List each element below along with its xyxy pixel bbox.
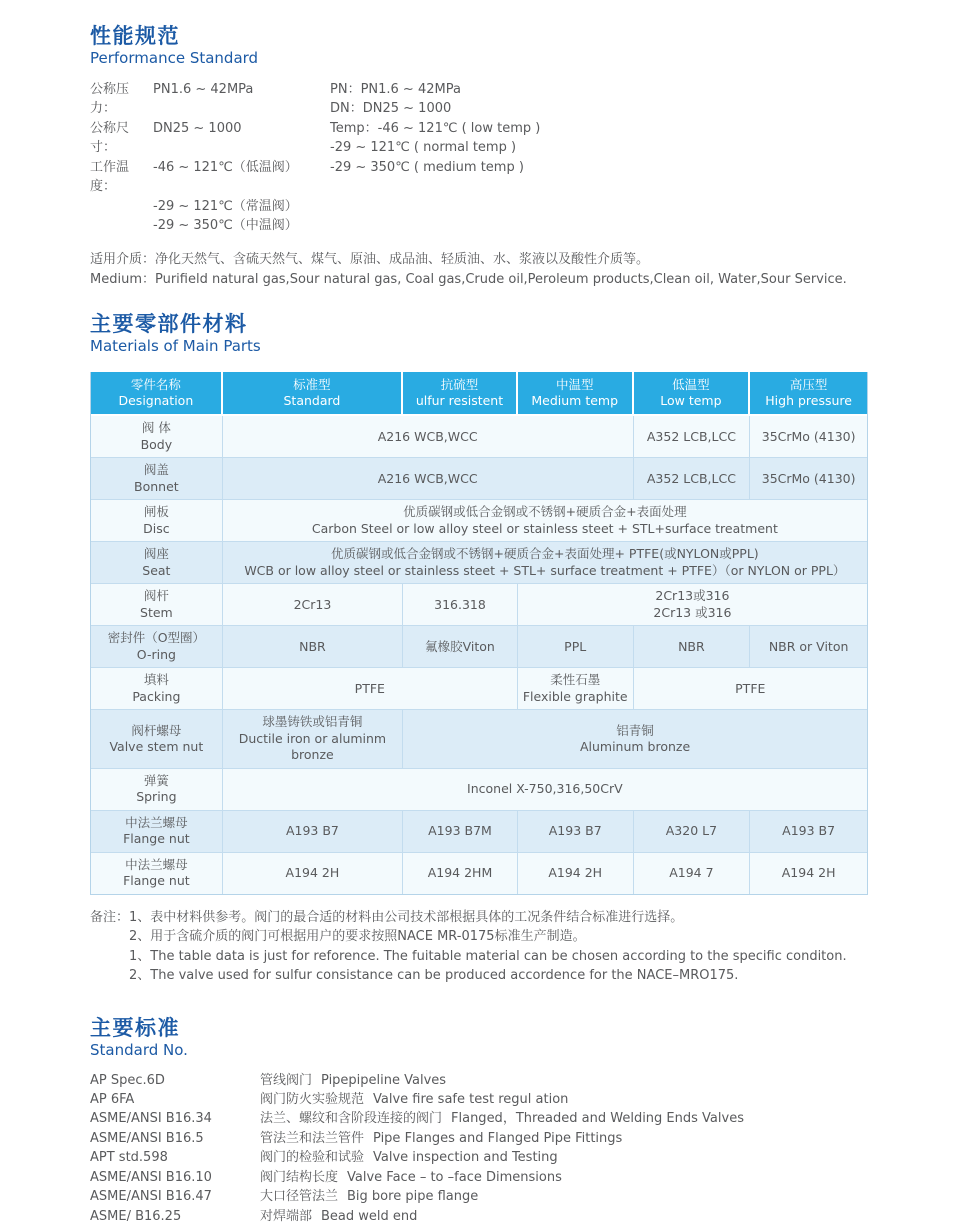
table-row-seat — [91, 542, 867, 584]
col-header-low-temp: 低温型 Low temp — [634, 372, 751, 417]
standard-code: ASME/ANSI B16.5 — [90, 1130, 204, 1146]
value-cell: A194 2H — [223, 853, 403, 894]
spec-row — [90, 158, 330, 197]
value-cell: 球墨铸铁或铝青铜 Ductile iron or aluminm bronze — [223, 710, 403, 769]
spec-line: DN：DN25 ~ 1000 — [330, 101, 452, 117]
col-header-sulfur: 抗硫型 ulfur resistent — [403, 372, 518, 417]
value-cell: A194 2H — [518, 853, 634, 894]
table-row-valve-stem-nut — [91, 710, 867, 769]
value-cell: A320 L7 — [634, 811, 751, 853]
table-row-disc — [91, 500, 867, 542]
table-row-flange-nut-2h — [91, 853, 867, 894]
standard-item — [90, 1148, 870, 1167]
standard-desc-en: Bead weld end — [321, 1208, 418, 1224]
standard-desc-zh: 大口径管法兰 — [260, 1189, 339, 1205]
spec-row — [90, 197, 330, 217]
designation-cell: 密封件（O型圈） O-ring — [91, 626, 223, 668]
value-cell: A193 B7 — [223, 811, 403, 853]
col-header-designation: 零件名称 Designation — [91, 372, 223, 417]
col-header-high-pressure: 高压型 High pressure — [750, 372, 867, 417]
designation-cell: 阀 体 Body — [91, 416, 223, 458]
standard-code: ASME/ B16.25 — [90, 1208, 182, 1224]
value-cell: 氟橡胶Viton — [403, 626, 518, 668]
spec-label — [90, 197, 153, 217]
notes-section — [90, 908, 870, 986]
standard-desc-zh: 管线阀门 — [260, 1072, 313, 1088]
standard-item — [90, 1187, 870, 1206]
standard-desc-zh: 阀门的检验和试验 — [260, 1150, 365, 1166]
standards-title-en: Standard No. — [90, 1040, 188, 1059]
standard-desc-zh: 阀门防火实验规范 — [260, 1092, 365, 1108]
designation-cell: 阀杆 Stem — [91, 584, 223, 626]
designation-cell: 弹簧 Spring — [91, 769, 223, 811]
table-row-oring — [91, 626, 867, 668]
value-cell: 2Cr13或316 2Cr13 或316 — [518, 584, 867, 626]
col-header-standard: 标准型 Standard — [223, 372, 403, 417]
value-cell: A352 LCB,LCC — [634, 458, 751, 500]
designation-cell: 填料 Packing — [91, 668, 223, 710]
standard-code: AP Spec.6D — [90, 1072, 165, 1088]
note-text: 1、表中材料供参考。阀门的最合适的材料由公司技术部根据具体的工况条件结合标准进行选择。 — [129, 909, 684, 925]
standard-desc-en: Pipe Flanges and Flanged Pipe Fittings — [373, 1130, 623, 1146]
standard-code: ASME/ANSI B16.34 — [90, 1111, 212, 1127]
value-cell: PTFE — [634, 668, 867, 710]
table-row-stem — [91, 584, 867, 626]
standard-code: ASME/ANSI B16.47 — [90, 1189, 212, 1205]
standard-desc-zh: 对焊端部 — [260, 1208, 313, 1224]
standard-item — [90, 1168, 870, 1187]
note-line: 1、The table data is just for reforence. The fuitable material can be chosen according to the specific conditon. — [129, 948, 847, 964]
materials-section — [90, 312, 870, 895]
value-cell: A216 WCB,WCC — [223, 416, 634, 458]
medium-en: Medium：Purifield natural gas,Sour natural gas, Coal gas,Crude oil,Peroleum products,Clean oil, Water,Sour Service. — [90, 272, 847, 288]
table-header-row — [91, 372, 867, 417]
value-cell: 35CrMo (4130) — [750, 458, 867, 500]
materials-table — [90, 372, 868, 895]
value-cell: 铝青铜 Aluminum bronze — [403, 710, 867, 769]
spec-row — [90, 80, 330, 119]
table-row-body — [91, 416, 867, 458]
spec-row — [90, 119, 330, 158]
standard-item — [90, 1071, 870, 1090]
spec-label — [90, 216, 153, 236]
materials-title-zh: 主要零部件材料 — [90, 311, 248, 336]
spec-line: Temp：-46 ~ 121℃ ( low temp ) — [330, 120, 541, 136]
value-cell: PTFE — [223, 668, 518, 710]
value-cell: A194 2HM — [403, 853, 518, 894]
medium-block — [90, 250, 870, 291]
materials-title-en: Materials of Main Parts — [90, 337, 261, 356]
value-cell: 2Cr13 — [223, 584, 403, 626]
designation-cell: 闸板 Disc — [91, 500, 223, 542]
standard-code: APT std.598 — [90, 1150, 168, 1166]
designation-cell: 中法兰螺母 Flange nut — [91, 811, 223, 853]
spec-value: DN25 ~ 1000 — [153, 120, 242, 136]
standard-desc-en: Big bore pipe flange — [347, 1189, 479, 1205]
spec-label: 工作温度： — [90, 159, 130, 195]
designation-cell: 中法兰螺母 Flange nut — [91, 853, 223, 894]
standard-desc-en: Pipepipeline Valves — [321, 1072, 447, 1088]
spec-line: -29 ~ 121℃ ( normal temp ) — [330, 140, 517, 156]
value-cell: PPL — [518, 626, 634, 668]
spec-label: 公称压力： — [90, 81, 130, 117]
standard-desc-en: Valve Face – to –face Dimensions — [347, 1169, 562, 1185]
value-cell: 优质碳钢或低合金钢或不锈钢+硬质合金+表面处理 Carbon Steel or low alloy steel or stainless steet + STL+surface treatment — [223, 500, 867, 542]
value-cell: A194 7 — [634, 853, 751, 894]
value-cell: Inconel X-750,316,50CrV — [223, 769, 867, 811]
note-line: 2、The valve used for sulfur consistance can be produced accordence for the NACE–MRO175. — [129, 968, 739, 984]
spec-line: -29 ~ 350℃ ( medium temp ) — [330, 159, 524, 175]
note-line: 2、用于含硫介质的阀门可根据用户的要求按照NACE MR-0175标准生产制造。 — [129, 929, 586, 945]
value-cell: A216 WCB,WCC — [223, 458, 634, 500]
spec-value: -29 ~ 350℃（中温阀） — [153, 218, 298, 234]
value-cell: A194 2H — [750, 853, 867, 894]
table-row-spring — [91, 769, 867, 811]
spec-value: -46 ~ 121℃（低温阀） — [153, 159, 298, 175]
value-cell: A193 B7M — [403, 811, 518, 853]
value-cell: A352 LCB,LCC — [634, 416, 751, 458]
medium-zh: 适用介质：净化天然气、含硫天然气、煤气、原油、成品油、轻质油、水、浆液以及酸性介质等。 — [90, 251, 650, 267]
performance-specs — [90, 80, 870, 236]
standard-desc-zh: 法兰、螺纹和含阶段连接的阀门 — [260, 1111, 443, 1127]
standard-item — [90, 1129, 870, 1148]
col-header-medium-temp: 中温型 Medium temp — [518, 372, 634, 417]
designation-cell: 阀盖 Bonnet — [91, 458, 223, 500]
value-cell: 35CrMo (4130) — [750, 416, 867, 458]
spec-value: PN1.6 ~ 42MPa — [153, 81, 254, 97]
standards-list — [90, 1071, 870, 1226]
standard-item — [90, 1090, 870, 1109]
standard-desc-en: Flanged，Threaded and Welding Ends Valves — [451, 1111, 744, 1127]
spec-row — [90, 216, 330, 236]
table-row-packing — [91, 668, 867, 710]
table-row-bonnet — [91, 458, 867, 500]
standard-item — [90, 1207, 870, 1226]
value-cell: NBR — [634, 626, 751, 668]
performance-specs-en — [330, 80, 870, 236]
value-cell: 优质碳钢或低合金钢或不锈钢+硬质合金+表面处理+ PTFE(或NYLON或PPL) WCB or low alloy steel or stainless steet + STL+ surface treatment + PTFE）（or NYLON or PPL） — [223, 542, 867, 584]
performance-section — [90, 24, 870, 291]
performance-specs-zh — [90, 80, 330, 236]
performance-title-zh: 性能规范 — [90, 24, 180, 48]
spec-line: PN：PN1.6 ~ 42MPa — [330, 81, 461, 97]
standard-desc-zh: 管法兰和法兰管件 — [260, 1130, 365, 1146]
standard-desc-en: Valve fire safe test regul ation — [373, 1092, 569, 1108]
value-cell: NBR or Viton — [750, 626, 867, 668]
spec-value: -29 ~ 121℃（常温阀） — [153, 198, 298, 214]
standards-section — [90, 1016, 870, 1226]
standard-code: AP 6FA — [90, 1092, 135, 1108]
standard-desc-en: Valve inspection and Testing — [373, 1150, 558, 1166]
table-row-flange-nut-b7 — [91, 811, 867, 853]
value-cell: NBR — [223, 626, 403, 668]
standard-item — [90, 1109, 870, 1128]
standard-code: ASME/ANSI B16.10 — [90, 1169, 212, 1185]
designation-cell: 阀杆螺母 Valve stem nut — [91, 710, 223, 769]
standard-desc-zh: 阀门结构长度 — [260, 1169, 339, 1185]
note-line — [90, 908, 870, 928]
designation-cell: 阀座 Seat — [91, 542, 223, 584]
note-prefix: 备注： — [90, 909, 130, 925]
spec-label: 公称尺寸： — [90, 120, 130, 156]
value-cell: 柔性石墨 Flexible graphite — [518, 668, 634, 710]
value-cell: 316.318 — [403, 584, 518, 626]
performance-title-en: Performance Standard — [90, 49, 259, 68]
standards-title-zh: 主要标准 — [90, 1015, 180, 1040]
value-cell: A193 B7 — [750, 811, 867, 853]
value-cell: A193 B7 — [518, 811, 634, 853]
